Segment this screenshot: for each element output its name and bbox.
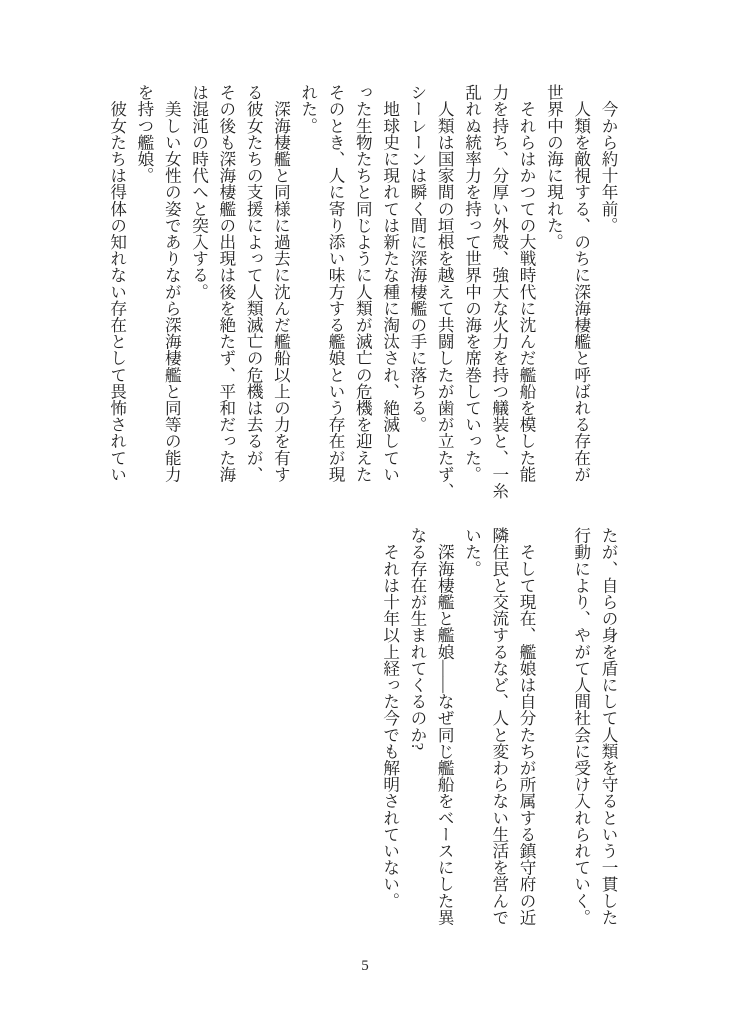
text-line: 彼女たちは得体の知れない存在として畏怖されてい <box>107 84 127 483</box>
text-line: そして現在、艦娘は自分たちが所属する鎮守府の近 <box>517 527 537 926</box>
text-line: それらはかつての大戦時代に沈んだ艦船を模した能 <box>517 84 537 483</box>
text-line: った生物たちと同じように人類が滅亡の危機を迎えた <box>353 84 373 483</box>
text-line: 世界中の海に現れた。 <box>544 84 564 250</box>
page-number: 5 <box>361 958 369 974</box>
text-line: たが、自らの身を盾にして人類を守るという一貫した <box>599 527 618 926</box>
text-line: 行動により、やがて人間社会に受け入れられていく。 <box>571 527 591 926</box>
text-line: 人類を敵視する、のちに深海棲艦と呼ばれる存在が <box>571 84 591 483</box>
text-line: れた。 <box>298 84 318 134</box>
text-line: 美しい女性の姿でありながら深海棲艦と同等の能力 <box>162 84 182 483</box>
text-line: 力を持ち、分厚い外殻、強大な火力を持つ艤装と、一糸 <box>489 84 509 499</box>
text-line: その後も深海棲艦の出現は後を絶たず、平和だった海 <box>216 84 236 483</box>
text-line: それは十年以上経った今でも解明されていない。 <box>380 527 400 909</box>
text-line: は混沌の時代へと突入する。 <box>189 84 209 300</box>
text-line: る彼女たちの支援によって人類滅亡の危機は去るが、 <box>244 84 264 483</box>
text-line: 人類は国家間の垣根を越えて共闘したが歯が立たず、 <box>435 84 455 499</box>
text-line: 乱れぬ統率力を持って世界中の海を席巻していった。 <box>462 84 482 483</box>
vertical-text-block-lower <box>376 527 622 927</box>
text-line: 深海棲艦と艦娘――なぜ同じ艦船をベースにした異 <box>435 527 455 926</box>
text-line: を持つ艦娘。 <box>134 84 154 184</box>
text-line: シーレーンは瞬く間に深海棲艦の手に落ちる。 <box>407 84 427 433</box>
text-line: いた。 <box>462 527 482 577</box>
vertical-text-block-upper <box>103 84 622 499</box>
text-line: 深海棲艦と同様に過去に沈んだ艦船以上の力を有す <box>271 84 291 483</box>
text-line: 地球史に現れては新たな種に淘汰され、絶滅してい <box>380 84 400 483</box>
text-line: なる存在が生まれてくるのか? <box>407 527 427 751</box>
text-line: 今から約十年前。 <box>599 84 618 234</box>
text-line: そのとき、人に寄り添い味方する艦娘という存在が現 <box>326 84 346 483</box>
text-line <box>540 527 567 927</box>
text-line: 隣住民と交流するなど、人と変わらない生活を営んで <box>489 527 509 926</box>
